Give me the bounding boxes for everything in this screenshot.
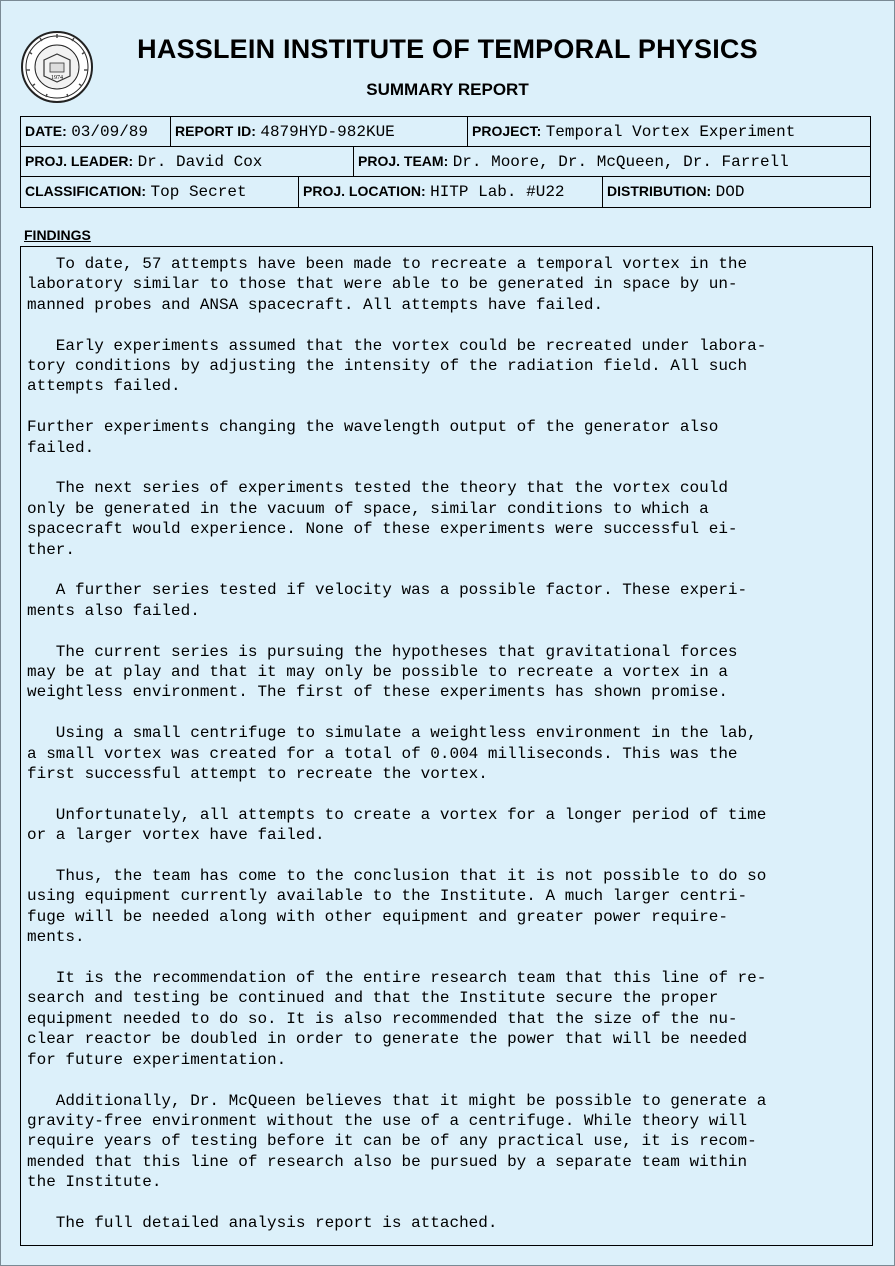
leader-label: PROJ. LEADER: bbox=[25, 153, 134, 169]
findings-paragraph: Early experiments assumed that the vortex could be recreated under labora- tory conditions by adjusting the intensity of the radiation field. All such attempts failed. bbox=[27, 336, 767, 396]
leader-cell bbox=[21, 147, 353, 176]
findings-paragraph: Unfortunately, all attempts to create a vortex for a longer period of time or a larger vortex have failed. bbox=[27, 805, 767, 845]
project-label: PROJECT: bbox=[472, 123, 542, 139]
findings-paragraph: Using a small centrifuge to simulate a weightless environment in the lab, a small vortex was created for a total of 0.004 milliseconds. This was the first successful attempt to recreate the vortex. bbox=[27, 724, 757, 784]
findings-paragraph: The full detailed analysis report is attached. bbox=[27, 1213, 498, 1232]
project-value: Temporal Vortex Experiment bbox=[545, 123, 796, 141]
findings-heading: FINDINGS bbox=[24, 227, 91, 243]
report-id-value: 4879HYD-982KUE bbox=[260, 123, 395, 141]
classification-value: Top Secret bbox=[150, 183, 247, 201]
findings-paragraph: It is the recommendation of the entire research team that this line of re- search and testing be continued and that the Institute secure the proper equipment needed to do so. It is also recommended that the size of the nu- clear reactor be doubled in order to generate the power that will be needed for future experimentation. bbox=[27, 969, 767, 1069]
classification-cell bbox=[21, 177, 298, 207]
findings-paragraph: Additionally, Dr. McQueen believes that it might be possible to generate a gravity-free environment without the use of a centrifuge. While theory will require years of testing before it can be of any practical use, it is recom- mended that this line of research also be pursued by a separate team within the Institute. bbox=[27, 1091, 767, 1192]
info-row-3 bbox=[21, 177, 870, 207]
findings-box bbox=[20, 246, 873, 1246]
report-info-table bbox=[20, 116, 871, 208]
report-id-label: REPORT ID: bbox=[175, 123, 256, 139]
project-cell bbox=[467, 117, 872, 146]
location-value: HITP Lab. #U22 bbox=[430, 183, 565, 201]
findings-paragraph: The current series is pursuing the hypotheses that gravitational forces may be at play and that it may only be possible to recreate a vortex in a weightless environment. The first of these experiments has shown promise. bbox=[27, 642, 738, 702]
location-label: PROJ. LOCATION: bbox=[303, 183, 426, 199]
info-row-1 bbox=[21, 117, 870, 147]
date-cell bbox=[21, 117, 170, 146]
findings-paragraph: To date, 57 attempts have been made to recreate a temporal vortex in the laboratory similar to those that were able to be generated in space by un- manned probes and ANSA spacecraft. All attempts have failed. bbox=[27, 255, 748, 314]
findings-paragraph: The next series of experiments tested the theory that the vortex could only be generated in the vacuum of space, similar conditions to which a spacecraft would experience. None of these experiments were successful ei- ther. bbox=[27, 479, 738, 559]
findings-paragraph: Thus, the team has come to the conclusion that it is not possible to do so using equipment currently available to the Institute. A much larger centri- fuge will be needed along with other equipment and greater power require- ments. bbox=[27, 867, 767, 947]
info-row-2 bbox=[21, 147, 870, 177]
team-cell bbox=[353, 147, 872, 176]
leader-value: Dr. David Cox bbox=[137, 153, 263, 171]
location-cell bbox=[298, 177, 602, 207]
page-subtitle: SUMMARY REPORT bbox=[366, 80, 529, 99]
distribution-value: DOD bbox=[715, 183, 745, 201]
distribution-label: DISTRIBUTION: bbox=[607, 183, 712, 199]
team-value: Dr. Moore, Dr. McQueen, Dr. Farrell bbox=[452, 153, 789, 171]
date-label: DATE: bbox=[25, 123, 67, 139]
team-label: PROJ. TEAM: bbox=[358, 153, 449, 169]
findings-paragraph: A further series tested if velocity was a possible factor. These experi- ments also failed. bbox=[27, 581, 748, 620]
svg-text:1974: 1974 bbox=[51, 75, 63, 81]
date-value: 03/09/89 bbox=[71, 123, 148, 141]
page-title: HASSLEIN INSTITUTE OF TEMPORAL PHYSICS bbox=[137, 34, 758, 64]
findings-paragraph: Further experiments changing the wavelength output of the generator also failed. bbox=[27, 418, 719, 457]
distribution-cell bbox=[602, 177, 872, 207]
report-id-cell bbox=[170, 117, 467, 146]
classification-label: CLASSIFICATION: bbox=[25, 183, 147, 199]
